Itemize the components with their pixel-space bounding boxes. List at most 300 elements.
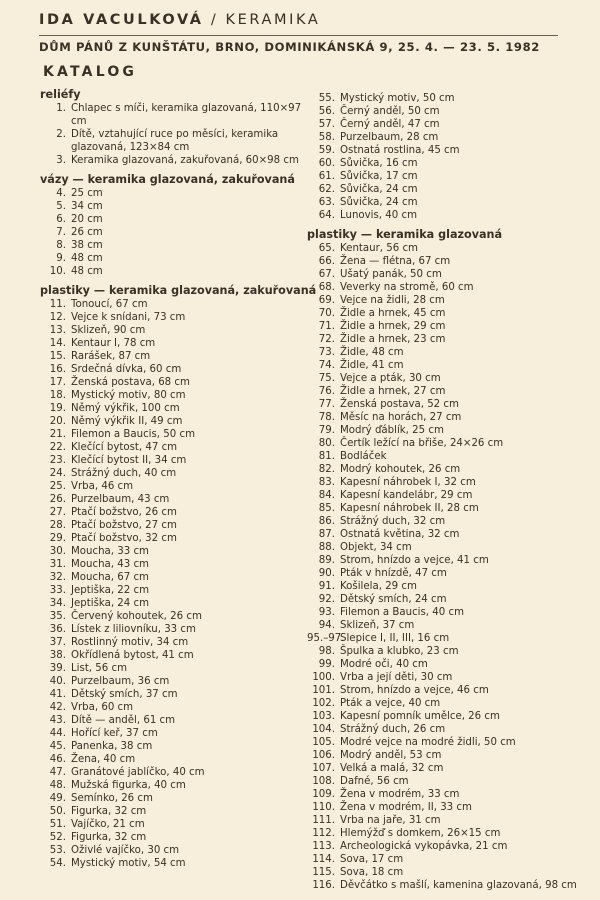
section-heading-vases: vázy — keramika glazovaná, zakuřovaná [40,173,295,186]
item-number: 99. [318,659,335,670]
catalog-item [40,688,305,701]
item-number: 34. [49,598,66,609]
catalog-item [307,385,597,398]
catalog-item [40,311,305,324]
catalog-item [307,619,597,632]
section-heading-sculptures-glazed: plastiky — keramika glazovaná [307,228,503,241]
catalog-item [307,281,597,294]
item-description: 25 cm [71,188,103,199]
item-description: List, 56 cm [71,663,128,674]
item-number: 41. [49,689,66,700]
catalog-item [40,571,305,584]
catalog-item [307,567,597,580]
item-description: Modrý ďáblík, 25 cm [340,425,444,436]
item-number: 85. [318,503,335,514]
item-description: Čertík ležící na břiše, 24×26 cm [340,438,504,449]
item-number: 108. [312,776,335,787]
item-description: Hořící keř, 37 cm [71,728,158,739]
item-number: 6. [56,214,66,225]
item-number: 28. [49,520,66,531]
catalog-item [307,554,597,567]
item-description: Ostnatá rostlina, 45 cm [340,145,460,156]
item-description: Slepice I, II, III, 16 cm [340,633,450,644]
item-number: 106. [312,750,335,761]
item-description: Moucha, 67 cm [71,572,149,583]
item-number: 47. [49,767,66,778]
item-description: Děvčátko s mašlí, kamenina glazovaná, 98 cm [340,880,577,891]
right-column [307,92,597,898]
catalog-item [307,170,597,183]
catalog-item [307,827,597,840]
catalog-item [307,476,597,489]
item-number: 29. [49,533,66,544]
item-number: 18. [49,390,66,401]
item-number: 111. [312,815,335,826]
item-number: 61. [318,171,335,182]
item-description: Kapesní náhrobek II, 28 cm [340,503,479,514]
item-number: 11. [49,299,66,310]
item-number: 12. [49,312,66,323]
item-number: 114. [312,854,335,865]
item-description: Kapesní kandelábr, 29 cm [340,490,473,501]
item-description: 48 cm [71,266,103,277]
item-description: Mystický motiv, 80 cm [71,390,186,401]
item-number: 23. [49,455,66,466]
item-number: 37. [49,637,66,648]
catalog-item [307,606,597,619]
item-number: 8. [56,240,66,251]
item-description: Kapesní pomník umělce, 26 cm [340,711,500,722]
item-description: Košilela, 29 cm [340,581,417,592]
catalog-item [307,658,597,671]
catalog-item [40,239,305,252]
item-number: 48. [49,780,66,791]
item-number: 107. [312,763,335,774]
item-number: 32. [49,572,66,583]
item-number: 39. [49,663,66,674]
catalog-item [40,779,305,792]
item-description: Figurka, 32 cm [71,806,147,817]
item-description: Žena v modrém, II, 33 cm [340,802,472,813]
catalog-item [40,753,305,766]
item-description: Strážný duch, 32 cm [340,516,446,527]
item-number: 2. [56,129,66,140]
catalog-item [40,265,305,278]
item-description: Židle, 48 cm [340,347,404,358]
item-description: Černý anděl, 50 cm [340,106,440,117]
item-number: 15. [49,351,66,362]
item-description: Semínko, 26 cm [71,793,153,804]
catalog-item [40,597,305,610]
catalog-item [307,749,597,762]
item-description: Vejce k snídani, 73 cm [71,312,186,323]
catalog-item [307,502,597,515]
catalog-item [307,580,597,593]
item-number: 45. [49,741,66,752]
item-number: 42. [49,702,66,713]
item-number: 53. [49,845,66,856]
item-number: 83. [318,477,335,488]
catalog-item [307,333,597,346]
item-number: 102. [312,698,335,709]
catalog-item [40,727,305,740]
page-title [39,12,320,28]
item-description: Srdečná dívka, 60 cm [71,364,182,375]
item-description: Keramika glazovaná, zakuřovaná, 60×98 cm [71,155,299,166]
header-rule [39,35,558,36]
sculptures-glazed-list [307,242,597,892]
catalog-item [40,844,305,857]
catalog-item [307,411,597,424]
catalog-item [307,157,597,170]
catalog-item [307,320,597,333]
item-number: 36. [49,624,66,635]
catalog-item [307,515,597,528]
item-description: Purzelbaum, 36 cm [71,676,170,687]
catalog-item [40,792,305,805]
item-number: 51. [49,819,66,830]
item-description: Ptačí božstvo, 27 cm [71,520,177,531]
item-description: Modrý anděl, 53 cm [340,750,442,761]
item-number: 1. [56,103,66,114]
catalog-item [40,532,305,545]
item-number: 103. [312,711,335,722]
item-description: Tonoucí, 67 cm [71,299,148,310]
catalog-item [307,437,597,450]
item-description: Žena, 40 cm [71,754,136,765]
item-description: Filemon a Baucis, 50 cm [71,429,196,440]
item-description: Židle a hrnek, 29 cm [340,321,446,332]
item-number: 67. [318,269,335,280]
item-number: 24. [49,468,66,479]
item-description: Lístek z liliovníku, 33 cm [71,624,196,635]
item-description: Hlemýžď s domkem, 26×15 cm [340,828,501,839]
item-description: Jeptiška, 24 cm [71,598,150,609]
item-number: 115. [312,867,335,878]
item-number: 16. [49,364,66,375]
catalog-item [40,558,305,571]
item-description: Kapesní náhrobek I, 32 cm [340,477,476,488]
catalog-item [307,242,597,255]
item-number: 76. [318,386,335,397]
catalog-item [307,294,597,307]
catalog-item [40,649,305,662]
catalog-item [40,636,305,649]
item-number: 3. [56,155,66,166]
item-number: 91. [318,581,335,592]
item-description: Kentaur, 56 cm [340,243,418,254]
item-number: 69. [318,295,335,306]
item-description: Dětský smích, 24 cm [340,594,447,605]
item-number: 20. [49,416,66,427]
section-heading-reliefs: reliéfy [40,88,81,101]
item-description: Ostnatá květina, 32 cm [340,529,460,540]
item-description: Dětský smích, 37 cm [71,689,178,700]
item-description: Kentaur I, 78 cm [71,338,156,349]
item-description: Špulka a klubko, 23 cm [340,646,459,657]
catalog-item [307,489,597,502]
item-number: 94. [318,620,335,631]
item-description: Sova, 18 cm [340,867,404,878]
catalog-item [40,324,305,337]
item-number: 25. [49,481,66,492]
catalog-item [307,593,597,606]
item-description: Židle a hrnek, 23 cm [340,334,446,345]
item-number: 75. [318,373,335,384]
item-number: 31. [49,559,66,570]
item-number: 58. [318,132,335,143]
item-description: Sklizeň, 90 cm [71,325,146,336]
medium-label: KERAMIKA [225,12,321,28]
item-number: 35. [49,611,66,622]
catalog-item [40,493,305,506]
item-number: 77. [318,399,335,410]
catalog-item [307,528,597,541]
item-number: 40. [49,676,66,687]
item-description: Židle, 41 cm [340,360,404,371]
item-description: 26 cm [71,227,103,238]
catalog-item [40,714,305,727]
left-column [40,88,317,876]
catalog-item [307,684,597,697]
catalog-item [307,118,597,131]
item-description: Mystický motiv, 50 cm [340,93,455,104]
item-number: 17. [49,377,66,388]
item-number: 5. [56,201,66,212]
catalog-item [307,840,597,853]
item-description: Ptačí božstvo, 32 cm [71,533,177,544]
item-description: Židle a hrnek, 45 cm [340,308,446,319]
item-number: 112. [312,828,335,839]
catalog-item [307,372,597,385]
item-number: 49. [49,793,66,804]
item-number: 73. [318,347,335,358]
catalog-item [40,441,305,454]
catalog-item [307,463,597,476]
item-description: Objekt, 34 cm [340,542,412,553]
item-number: 86. [318,516,335,527]
catalog-item [307,183,597,196]
item-number: 109. [312,789,335,800]
item-description: 34 cm [71,201,103,212]
item-number: 57. [318,119,335,130]
item-number: 82. [318,464,335,475]
catalog-item [40,213,305,226]
item-description: Archeologická vykopávka, 21 cm [340,841,508,852]
catalog-item [40,701,305,714]
item-description: Modré vejce na modré židli, 50 cm [340,737,516,748]
item-description: 20 cm [71,214,103,225]
item-description: Veverky na stromě, 60 cm [340,282,474,293]
catalog-item [40,818,305,831]
catalog-item [40,350,305,363]
item-number: 68. [318,282,335,293]
item-number: 93. [318,607,335,618]
item-description: Ušatý panák, 50 cm [340,269,442,280]
catalog-item [307,788,597,801]
item-description: Ptačí božstvo, 26 cm [71,507,177,518]
item-description: Figurka, 32 cm [71,832,147,843]
catalog-item [307,307,597,320]
catalog-item [307,196,597,209]
catalog-item [40,187,305,200]
catalog-item [40,831,305,844]
catalog-item [40,402,305,415]
catalog-item [307,710,597,723]
catalog-item [307,209,597,222]
item-description: Strom, hnízdo a vejce, 41 cm [340,555,489,566]
item-description: Dítě, vztahující ruce po měsíci, keramika glazovaná, 123×84 cm [71,129,279,153]
catalog-item [40,584,305,597]
item-number: 46. [49,754,66,765]
item-number: 70. [318,308,335,319]
item-description: Žena — flétna, 67 cm [340,256,451,267]
catalog-item [307,541,597,554]
item-number: 26. [49,494,66,505]
item-number: 62. [318,184,335,195]
item-number: 100. [312,672,335,683]
item-number: 65. [318,243,335,254]
item-description: Sklizeň, 37 cm [340,620,415,631]
item-number: 21. [49,429,66,440]
item-description: Sova, 17 cm [340,854,404,865]
item-number: 52. [49,832,66,843]
catalog-item [40,662,305,675]
item-description: Okřídlená bytost, 41 cm [71,650,194,661]
catalog-item [307,814,597,827]
catalog-item [307,801,597,814]
catalog-item [307,671,597,684]
item-description: Moucha, 43 cm [71,559,149,570]
item-number: 14. [49,338,66,349]
item-number: 80. [318,438,335,449]
item-number: 30. [49,546,66,557]
item-number: 59. [318,145,335,156]
item-description: Pták v hnízdě, 47 cm [340,568,447,579]
section-heading-sculptures-smoked: plastiky — keramika glazovaná, zakuřovaná [40,284,317,297]
item-description: 48 cm [71,253,103,264]
item-number: 90. [318,568,335,579]
catalog-item [40,389,305,402]
item-description: Sůvička, 24 cm [340,197,418,208]
item-number: 7. [56,227,66,238]
catalog-item [40,519,305,532]
title-separator: / [203,12,226,28]
item-description: Dafné, 56 cm [340,776,409,787]
catalog-item [307,697,597,710]
item-description: Vrba a její děti, 30 cm [340,672,453,683]
item-description: Sůvička, 16 cm [340,158,418,169]
item-description: Oživlé vajíčko, 30 cm [71,845,180,856]
catalog-heading: KATALOG [43,64,138,80]
vases-list [40,187,305,278]
catalog-item [307,92,597,105]
catalog-item [40,226,305,239]
item-number: 9. [56,253,66,264]
item-number: 44. [49,728,66,739]
catalog-item [307,866,597,879]
item-description: Vrba na jaře, 31 cm [340,815,441,826]
item-description: Červený kohoutek, 26 cm [71,611,202,622]
item-number: 4. [56,188,66,199]
item-number: 27. [49,507,66,518]
item-number: 78. [318,412,335,423]
catalog-item [40,805,305,818]
item-number: 87. [318,529,335,540]
item-description: Vrba, 60 cm [71,702,134,713]
catalog-item [307,268,597,281]
item-description: Pták a vejce, 40 cm [340,698,441,709]
item-number: 116. [312,880,335,891]
catalog-item [40,506,305,519]
item-number: 71. [318,321,335,332]
item-description: Panenka, 38 cm [71,741,153,752]
item-number: 89. [318,555,335,566]
item-description: Židle a hrnek, 27 cm [340,386,446,397]
catalog-item [40,454,305,467]
item-number: 95.–97. [307,633,345,644]
item-number: 84. [318,490,335,501]
item-description: 38 cm [71,240,103,251]
catalog-item [40,128,305,154]
catalog-item [40,298,305,311]
item-description: Rarášek, 87 cm [71,351,151,362]
item-number: 60. [318,158,335,169]
item-description: Chlapec s míči, keramika glazovaná, 110×97 cm [71,103,302,127]
item-number: 22. [49,442,66,453]
item-number: 33. [49,585,66,596]
item-description: Němý výkřik, 100 cm [71,403,180,414]
item-number: 74. [318,360,335,371]
sculptures-smoked-list-part2 [307,92,597,222]
catalog-item [40,376,305,389]
item-description: Modrý kohoutek, 26 cm [340,464,461,475]
item-number: 105. [312,737,335,748]
item-description: Sůvička, 24 cm [340,184,418,195]
catalog-item [307,762,597,775]
item-description: Dítě — anděl, 61 cm [71,715,176,726]
item-description: Vejce a pták, 30 cm [340,373,441,384]
item-number: 10. [49,266,66,277]
item-description: Klečící bytost II, 34 cm [71,455,187,466]
item-number: 79. [318,425,335,436]
item-description: Purzelbaum, 43 cm [71,494,170,505]
catalog-item [307,450,597,463]
catalog-item [307,105,597,118]
item-description: Ženská postava, 68 cm [71,377,190,388]
item-description: Strážný duch, 26 cm [340,724,446,735]
item-number: 43. [49,715,66,726]
catalog-item [40,857,305,870]
item-number: 54. [49,858,66,869]
catalog-item [307,723,597,736]
catalog-item [307,255,597,268]
item-description: Němý výkřik II, 49 cm [71,416,183,427]
catalog-item [40,675,305,688]
item-number: 13. [49,325,66,336]
catalog-item [40,337,305,350]
item-description: Žena v modrém, 33 cm [340,789,460,800]
item-description: Vrba, 46 cm [71,481,134,492]
item-description: Purzelbaum, 28 cm [340,132,439,143]
catalog-item [307,775,597,788]
item-description: Klečící bytost, 47 cm [71,442,178,453]
item-number: 72. [318,334,335,345]
reliefs-list [40,102,305,167]
catalog-item [307,424,597,437]
item-description: Strážný duch, 40 cm [71,468,177,479]
item-number: 55. [318,93,335,104]
